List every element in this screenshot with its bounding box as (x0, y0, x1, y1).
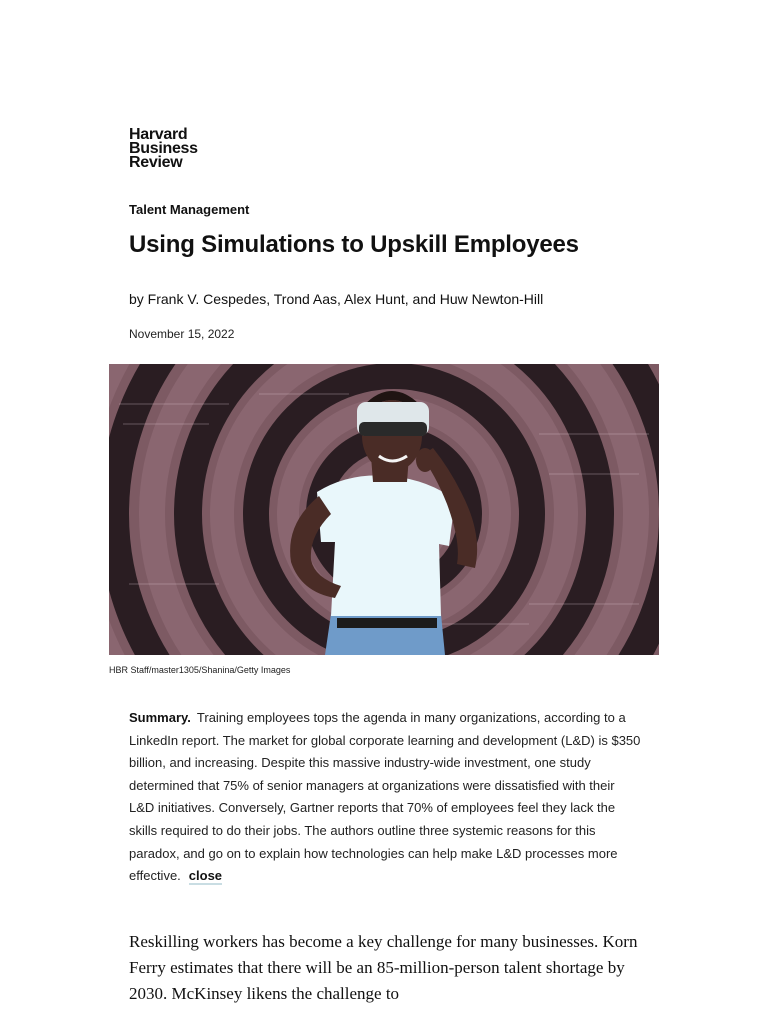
article-summary (129, 707, 641, 888)
logo-line-3: Review (129, 154, 183, 171)
article-body-paragraph: Reskilling workers has become a key challenge for many businesses. Korn Ferry estimates that there will be an 85-million-person talent shortage by 2030. McKinsey likens the challenge to (129, 932, 638, 1003)
hero-illustration (109, 364, 659, 655)
hbr-logo[interactable] (129, 128, 198, 170)
summary-label: Summary. (129, 710, 191, 725)
article-title: Using Simulations to Upskill Employees (129, 231, 579, 258)
logo-line-2: Business (129, 140, 198, 157)
summary-text: Training employees tops the agenda in many organizations, according to a LinkedIn report. The market for global corporate learning and development (L&D) is $350 billion, and increasing. Despite this massive industry-wide investment, one study determined that 75% of senior managers at organizations were dissatisfied with their L&D initiatives. Conversely, Gartner reports that 70% of employees feel they lack the skills required to do their jobs. The authors outline three systemic reasons for this paradox, and go on to explain how technologies can help make L&D processes more effective. (129, 710, 641, 884)
article-byline: by Frank V. Cespedes, Trond Aas, Alex Hunt, and Huw Newton-Hill (129, 291, 544, 307)
summary-close-link[interactable]: close (188, 868, 223, 884)
logo-line-1: Harvard (129, 126, 188, 143)
article-date: November 15, 2022 (129, 327, 235, 341)
image-credit: HBR Staff/master1305/Shanina/Getty Images (109, 665, 291, 675)
article-category[interactable]: Talent Management (129, 202, 250, 217)
hero-image (109, 364, 659, 655)
